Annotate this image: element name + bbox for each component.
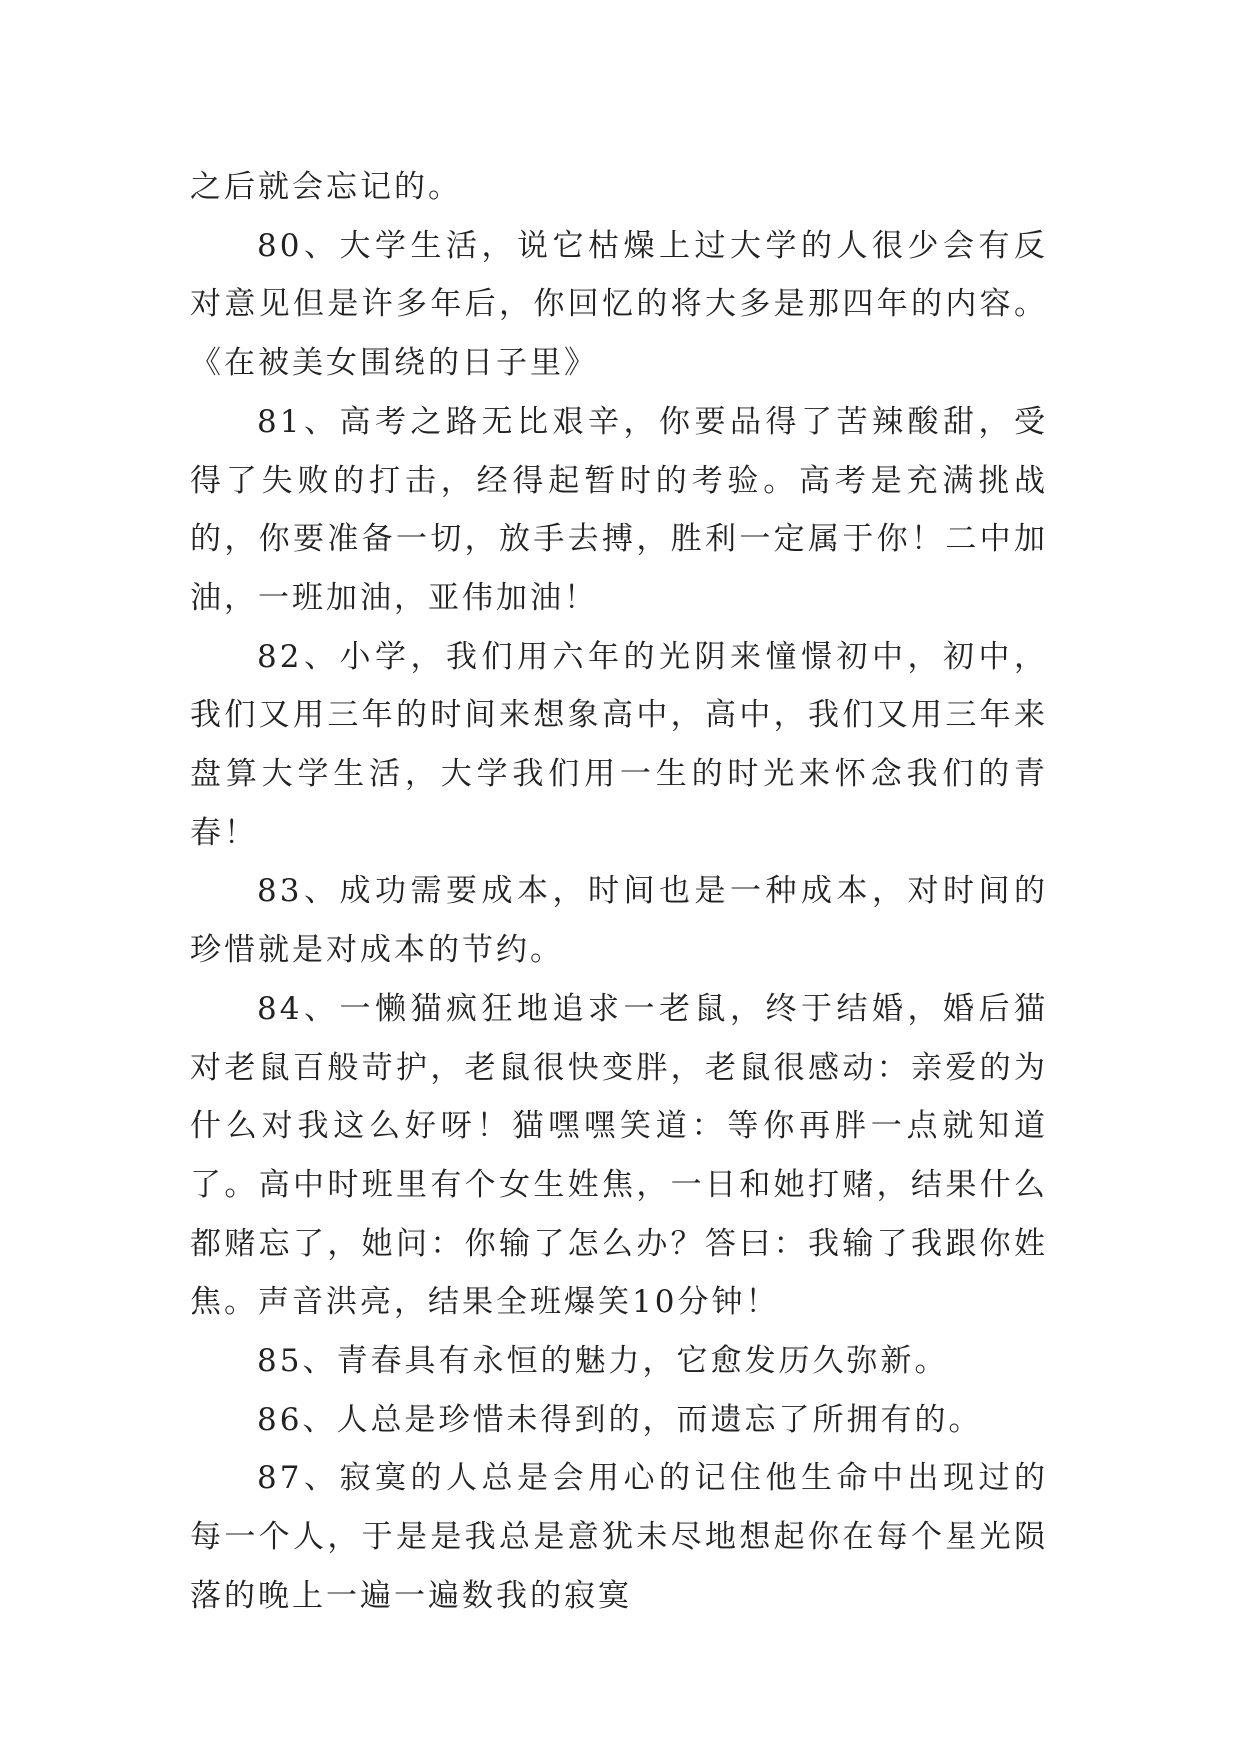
paragraph-87: 87、寂寞的人总是会用心的记住他生命中出现过的每一个人，于是是我总是意犹未尽地想起你在每个星光陨落的晚上一遍一遍数我的寂寞 xyxy=(190,1460,1048,1614)
paragraph-83: 83、成功需要成本，时间也是一种成本，对时间的珍惜就是对成本的节约。 xyxy=(190,873,1048,969)
paragraph-85: 85、青春具有永恒的魅力，它愈发历久弥新。 xyxy=(257,1343,949,1380)
paragraph-continuation: 之后就会忘记的。 xyxy=(190,169,462,205)
paragraph-84: 84、一懒猫疯狂地追求一老鼠，终于结婚，婚后猫对老鼠百般苛护，老鼠很快变胖，老鼠很感动：亲爱的为什么对我这么好呀！猫嘿嘿笑道：等你再胖一点就知道了。高中时班里有个女生姓焦，一日和她打赌，结果什么都赌忘了，她问：你输了怎么办？答曰：我输了我跟你姓焦。声音洪亮，结果全班爆笑10分钟！ xyxy=(190,990,1048,1321)
document-body xyxy=(190,158,1048,1626)
paragraph-81: 81、高考之路无比艰辛，你要品得了苦辣酸甜，受得了失败的打击，经得起暂时的考验。高考是充满挑战的，你要准备一切，放手去搏，胜利一定属于你！二中加油，一班加油，亚伟加油！ xyxy=(190,403,1048,616)
paragraph-82: 82、小学，我们用六年的光阴来憧憬初中，初中，我们又用三年的时间来想象高中，高中，我们又用三年来盘算大学生活，大学我们用一生的时光来怀念我们的青春！ xyxy=(190,638,1048,851)
paragraph-80: 80、大学生活，说它枯燥上过大学的人很少会有反对意见但是许多年后，你回忆的将大多是那四年的内容。《在被美女围绕的日子里》 xyxy=(190,227,1048,382)
paragraph-86: 86、人总是珍惜未得到的，而遗忘了所拥有的。 xyxy=(257,1401,983,1438)
